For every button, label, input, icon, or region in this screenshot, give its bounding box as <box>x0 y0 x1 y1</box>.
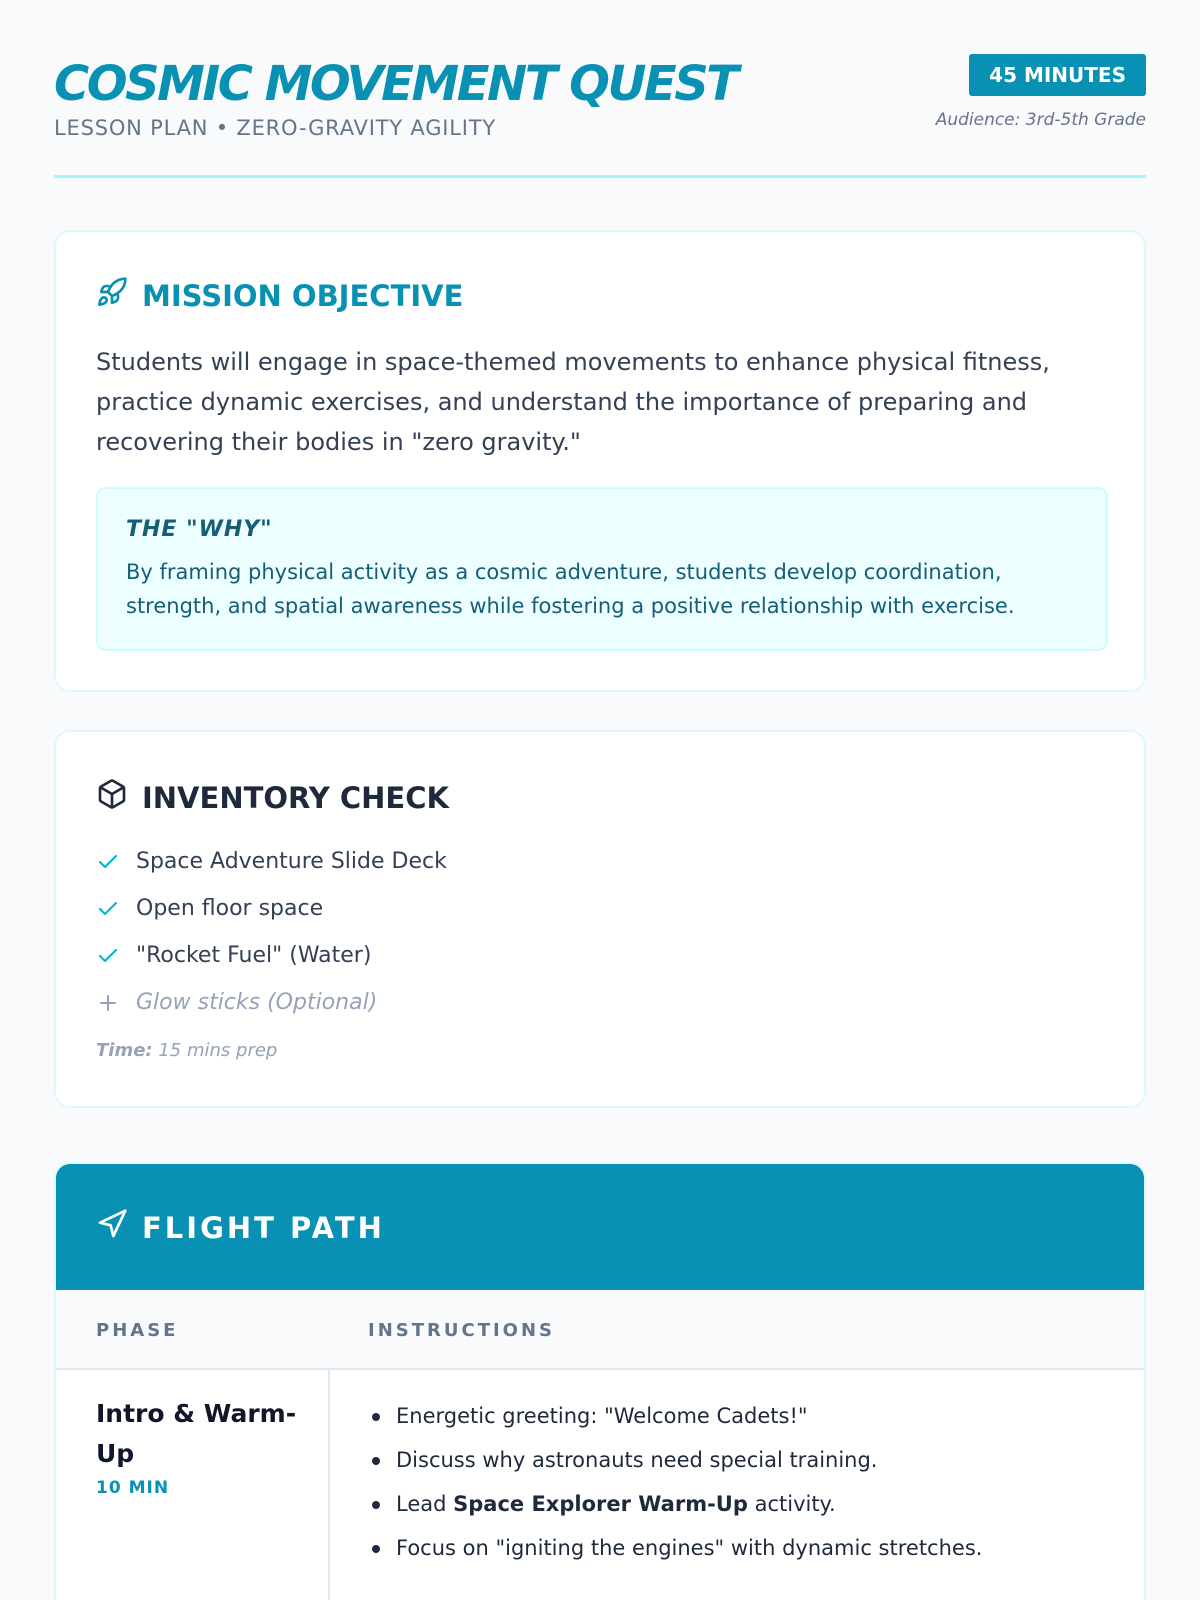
instruction-item <box>368 1438 982 1482</box>
column-header-instructions: INSTRUCTIONS <box>368 1320 555 1341</box>
flight-path-header <box>56 1164 1144 1290</box>
inventory-check-heading <box>96 778 449 817</box>
column-header-phase: PHASE <box>96 1320 179 1341</box>
instruction-item <box>368 1482 982 1526</box>
instruction-text: Energetic greeting: "Welcome Cadets!" <box>396 1404 808 1428</box>
inventory-item <box>96 932 447 979</box>
inventory-check-card <box>54 730 1146 1108</box>
instruction-list <box>368 1394 982 1570</box>
table-row <box>56 1370 1144 1600</box>
instruction-text: Focus on "igniting the engines" with dynamic stretches. <box>396 1536 983 1560</box>
flight-path-section <box>54 1162 1146 1600</box>
why-callout <box>96 487 1108 651</box>
inventory-item-label: Space Adventure Slide Deck <box>136 849 447 874</box>
check-icon <box>96 944 136 968</box>
prep-time <box>96 1040 277 1061</box>
inventory-item-label: "Rocket Fuel" (Water) <box>136 943 372 968</box>
page-header <box>54 0 1146 178</box>
instruction-text: Discuss why astronauts need special training. <box>396 1448 878 1472</box>
phase-time: 10 MIN <box>96 1478 170 1498</box>
instruction-emphasis: Space Explorer Warm-Up <box>453 1492 748 1516</box>
inventory-item <box>96 838 447 885</box>
inventory-list <box>96 838 447 1026</box>
mission-objective-card <box>54 230 1146 692</box>
inventory-item-label: Open floor space <box>136 896 324 921</box>
page-title: COSMIC MOVEMENT QUEST <box>54 56 737 112</box>
plus-icon <box>96 991 136 1015</box>
inventory-item-label: Glow sticks (Optional) <box>136 990 378 1015</box>
navigation-icon <box>96 1208 128 1247</box>
instruction-item <box>368 1394 982 1438</box>
mission-objective-text: Students will engage in space-themed movements to enhance physical fitness, practice dynamic exercises, and understand the importance of preparing and recovering their bodies in "zero gravity." <box>96 348 1050 456</box>
prep-time-label: Time: <box>96 1040 153 1061</box>
inventory-item <box>96 885 447 932</box>
flight-path-title: FLIGHT PATH <box>142 1210 385 1245</box>
inventory-check-title: INVENTORY CHECK <box>142 780 449 815</box>
instruction-text: Lead <box>396 1492 454 1516</box>
phase-name: Intro & Warm-Up <box>96 1399 297 1468</box>
instruction-text: activity. <box>747 1492 836 1516</box>
table-header <box>56 1290 1144 1370</box>
check-icon <box>96 897 136 921</box>
mission-objective-title: MISSION OBJECTIVE <box>142 278 464 313</box>
duration-badge: 45 MINUTES <box>969 54 1146 96</box>
check-icon <box>96 850 136 874</box>
why-title: THE "WHY" <box>126 517 273 542</box>
inventory-item-optional <box>96 979 447 1026</box>
page-subtitle: LESSON PLAN • ZERO-GRAVITY AGILITY <box>54 116 497 140</box>
column-divider <box>328 1370 330 1600</box>
rocket-icon <box>96 276 128 315</box>
mission-objective-heading <box>96 276 463 315</box>
why-text: By framing physical activity as a cosmic adventure, students develop coordination, strength, and spatial awareness while fostering a positive relationship with exercise. <box>126 560 1015 618</box>
prep-time-value: 15 mins prep <box>152 1040 278 1061</box>
box-icon <box>96 778 128 817</box>
flight-path-heading <box>96 1208 385 1247</box>
audience-label: Audience: 3rd-5th Grade <box>935 110 1146 130</box>
instruction-item <box>368 1526 982 1570</box>
